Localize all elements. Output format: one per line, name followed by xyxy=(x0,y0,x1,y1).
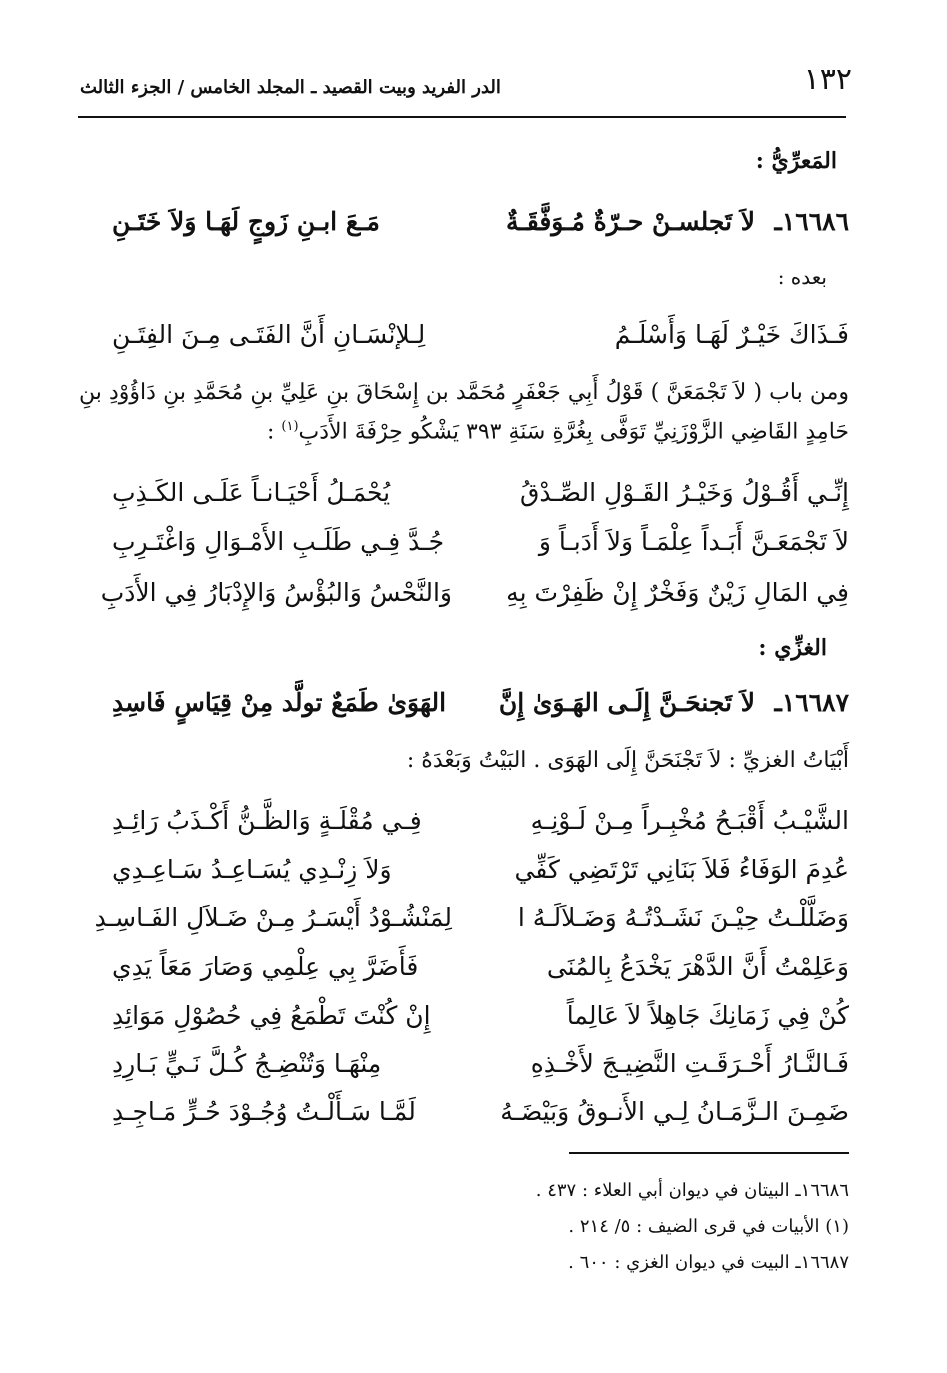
verse-right-hemistich: وَضَلَّلْـتُ حِيْـنَ نَشَـدْتُـهُ وَضَـلاَلَـهُ ا xyxy=(517,903,849,932)
verse-left-hemistich: إِنْ كُنْتَ تَطْمَعُ فِي حُصُوْلِ مَوَائِدِ xyxy=(112,1001,431,1030)
prose-text: ومن باب ( لاَ تَجْمَعَنَّ ) قَوْلُ أَبِي جَعْفَرٍ مُحَمَّد بن إِسْحَاقَ بنِ عَلِيِّ بنِ مُحَمَّدِ بنِ دَاؤُوْدِ بنِ حَامِدٍ القَاضِي الزَّوْزَنِيِّ تَوَفَّى بِغُرَّةِ سَنَةِ ٣٩٣ يَشْكُو حِرْفَةَ الأَدَبِ xyxy=(79,380,849,445)
footnote: ١٦٦٨٦ـ البيتان في ديوان أبي العلاء : ٤٣٧ . xyxy=(535,1180,849,1201)
verse-right-hemistich: فِي المَالِ زَيْنٌ وَفَخْرٌ إِنْ ظَفِرْتَ بِهِ xyxy=(506,578,849,607)
verse-left-hemistich: مِنْهَـا وَتُنْضِـجُ كُـلَّ نَـيٍّ بَـارِدِ xyxy=(112,1049,382,1078)
verse-left-hemistich: وَلاَ زِنْـدِي يُسَـاعِـدُ سَـاعِـدِي xyxy=(112,855,392,884)
footnote: (١) الأبيات في قرى الضيف : ٥/ ٢١٤ . xyxy=(568,1216,849,1237)
verse-left-hemistich: لِـلإنْسَـانِ أَنَّ الفَتَـى مِـنَ الفِتَـنِ xyxy=(112,320,426,349)
verse-right-hemistich: فَـالنَّـارُ أَحْـرَقَـتِ النَّضِيـجَ لأَخْـذِهِ xyxy=(530,1049,849,1078)
verse-left-hemistich: فَأَضَرَّ بِي عِلْمِي وَصَارَ مَعَاً يَدِي xyxy=(112,952,419,981)
prose-colon: : xyxy=(267,419,282,445)
footnote-rule xyxy=(569,1152,849,1154)
entry-16686-number: ١٦٦٨٦ـ xyxy=(774,207,849,236)
entry-16687-number: ١٦٦٨٧ـ xyxy=(774,688,849,717)
verse-right-hemistich: عُدِمَ الوَفَاءُ فَلاَ بَنَانِي تَرْتَضِي كَفِّي xyxy=(514,855,849,884)
verse-left-hemistich: لِمَنْشُـوْدُ أَيْسَـرُ مِـنْ ضَـلاَلِ الفَـاسِـدِ xyxy=(94,903,452,932)
verse-right-hemistich: الشَّيْـبُ أَقْبَـحُ مُخْبِـراً مِـنْ لَـوْنِـهِ xyxy=(530,806,849,835)
entry-16687-left-hemistich: الهَوَىٰ طَمَعٌ تولَّد مِنْ قِيَاسٍ فَاسِدِ xyxy=(112,688,447,717)
verse-right-hemistich: لاَ تَجْمَعَـنَّ أَبَـداً عِلْمَـاً وَلاَ أَدَبـاً وَ xyxy=(538,527,849,556)
running-title: الدر الفريد وبيت القصيد ـ المجلد الخامس / الجزء الثالث xyxy=(80,77,501,98)
ghazzi-intro: أَبْيَاتُ الغزيِّ : لاَ تَجْنَحَنَّ إِلَى الهَوَى . البَيْتُ وَبَعْدَهُ : xyxy=(406,748,849,773)
verse-right-hemistich: وَعَلِمْتُ أَنَّ الدَّهْرَ يَخْدَعُ بِالمُنَى xyxy=(546,952,849,981)
footnote: ١٦٦٨٧ـ البيت في ديوان الغزي : ٦٠٠ . xyxy=(568,1252,849,1273)
prose-paragraph xyxy=(79,376,849,449)
poet-label-ghazzi: الغزِّي : xyxy=(758,635,827,661)
verse-left-hemistich: يُحْمَـلُ أَحْيَـانـاً عَلَـى الكَـذِبِ xyxy=(112,478,391,507)
page-number: ١٣٢ xyxy=(803,62,852,97)
footnote-ref: (١) xyxy=(281,419,299,434)
entry-16686-left-hemistich: مَـعَ ابـنِ زَوجٍ لَهَـا وَلاَ خَتَـنِ xyxy=(112,207,380,236)
after-label: بعده : xyxy=(777,265,827,289)
verse-right-hemistich: إِنِّـي أَقُـوْلُ وَخَيْـرُ القَـوْلِ الصِّـدْقُ xyxy=(519,478,849,507)
verse-left-hemistich: وَالنَّحْسُ وَالبُؤْسُ وَالإِدْبَارُ فِي الأَدَبِ xyxy=(100,578,452,607)
verse-right-hemistich: ضَمِـنَ الـزَّمَـانُ لِـي الأَنـوقُ وَبَيْضَـهُ xyxy=(500,1097,849,1126)
entry-16687-right-hemistich: لاَ تَجنحَـنَّ إِلَـى الهَـوَىٰ إِنَّ xyxy=(498,688,755,717)
verse-right-hemistich: كُنْ فِي زَمَانِكَ جَاهِلاً لاَ عَالِماً xyxy=(566,1001,849,1030)
entry-16686-right-hemistich: لاَ تَجلسـنْ حـرّةٌ مُـوَفَّقَـةٌ xyxy=(505,207,755,236)
poet-label-maarri: المَعرِّيُّ : xyxy=(755,148,837,174)
verse-left-hemistich: فِـي مُقْلَـةٍ وَالظَّـنُّ أَكْـذَبُ رَائِـدِ xyxy=(112,806,422,835)
verse-right-hemistich: فَـذَاكَ خَيْـرٌ لَهَـا وَأَسْلَـمُ xyxy=(614,320,849,349)
verse-left-hemistich: جُـدَّ فِـي طَلَـبِ الأَمْـوَالِ وَاغْتَـرِبِ xyxy=(112,527,445,556)
verse-left-hemistich: لَمَّـا سَـأَلْـتُ وُجُـوْدَ حُـرٍّ مَـاجِـدِ xyxy=(112,1097,416,1126)
header-rule xyxy=(78,116,846,118)
